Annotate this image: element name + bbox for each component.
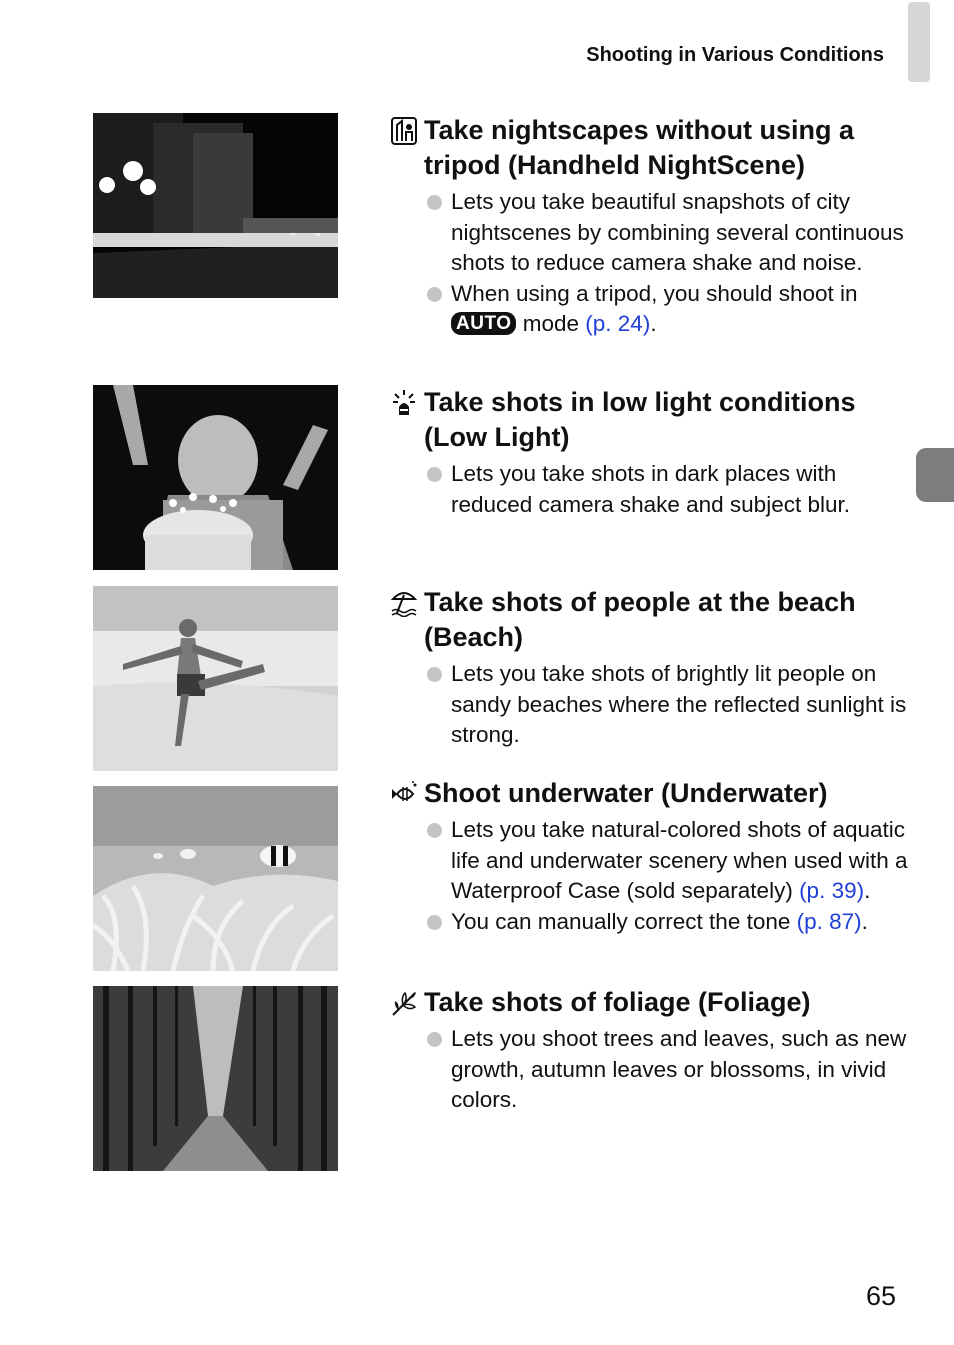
page-link[interactable]: (p. 87)	[796, 908, 862, 934]
section-title: Take shots of people at the beach (Beach)	[424, 587, 856, 652]
bullet-item: Lets you take natural-colored shots of aquatic life and underwater scenery when used with a Waterproof Case (sold separately) (p. 39).	[391, 815, 911, 907]
handheld-nightscene-icon	[391, 116, 419, 146]
low-light-icon	[391, 388, 419, 418]
bullet-dot	[427, 667, 442, 682]
bullet-item: Lets you take shots in dark places with reduced camera shake and subject blur.	[391, 459, 911, 520]
section-low-light	[391, 385, 911, 520]
auto-mode-icon: AUTO	[451, 312, 516, 335]
bullet-dot	[427, 195, 442, 210]
low-light-photo	[93, 385, 338, 570]
bullet-dot	[427, 823, 442, 838]
foliage-photo	[93, 986, 338, 1171]
bullet-item: You can manually correct the tone (p. 87).	[391, 907, 911, 938]
section-title: Shoot underwater (Underwater)	[424, 778, 828, 808]
page-link[interactable]: (p. 39)	[799, 878, 865, 903]
bullet-item: Lets you take beautiful snapshots of city nightscenes by combining several continuous shots to reduce camera shake and noise.	[391, 187, 911, 279]
running-header: Shooting in Various Conditions	[586, 44, 884, 66]
section-title: Take nightscapes without using a tripod (Handheld NightScene)	[424, 115, 855, 180]
section-underwater	[391, 776, 911, 937]
bullet-dot	[427, 1032, 442, 1047]
bullet-dot	[427, 915, 442, 930]
section-title: Take shots of foliage (Foliage)	[424, 987, 811, 1017]
chapter-tab-side	[916, 448, 954, 502]
beach-icon	[391, 588, 419, 618]
bullet-item: Lets you shoot trees and leaves, such as new growth, autumn leaves or blossoms, in vivid colors.	[391, 1024, 911, 1116]
underwater-photo	[93, 786, 338, 971]
underwater-icon	[391, 779, 419, 809]
section-foliage	[391, 985, 911, 1116]
bullet-item: When using a tripod, you should shoot in AUTO mode (p. 24).	[391, 279, 911, 340]
beach-photo	[93, 586, 338, 771]
page-link[interactable]: (p. 24)	[585, 311, 651, 336]
foliage-icon	[391, 988, 419, 1018]
section-beach	[391, 585, 911, 751]
bullet-dot	[427, 287, 442, 302]
bullet-dot	[427, 467, 442, 482]
bullet-item: Lets you take shots of brightly lit people on sandy beaches where the reflected sunlight is strong.	[391, 659, 911, 751]
section-title: Take shots in low light conditions (Low Light)	[424, 387, 856, 452]
page-number: 65	[866, 1281, 897, 1311]
chapter-tab-top	[908, 2, 930, 82]
nightscape-photo	[93, 113, 338, 298]
section-handheld-nightscene	[391, 113, 911, 340]
